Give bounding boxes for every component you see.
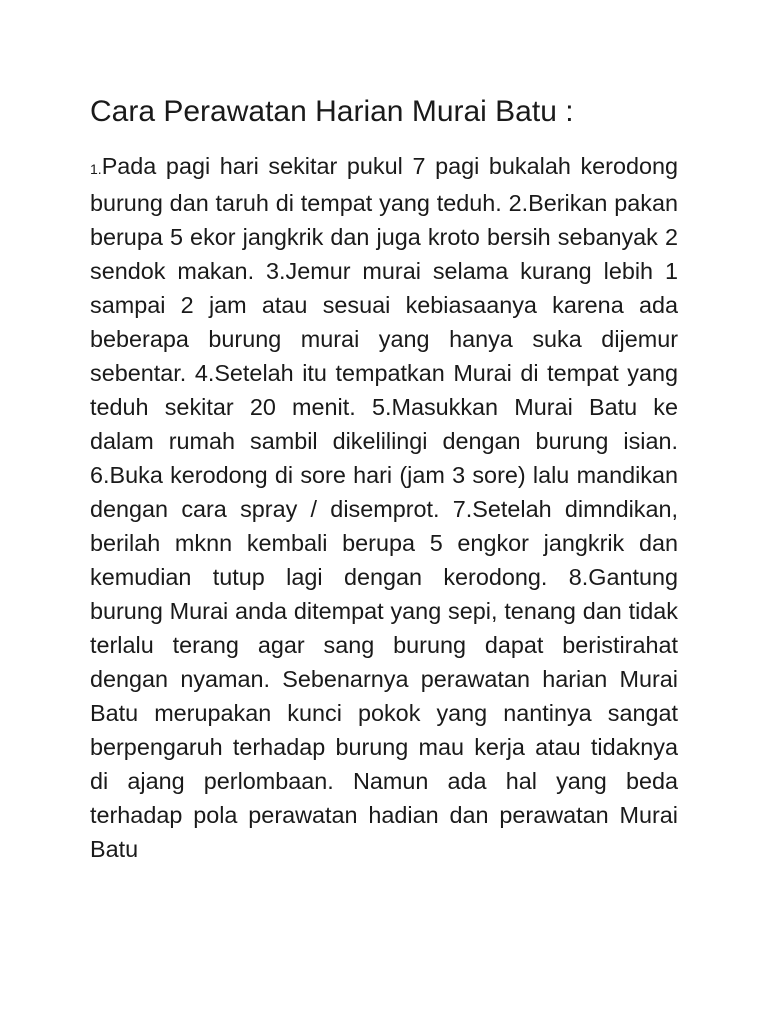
document-title: Cara Perawatan Harian Murai Batu : [90, 95, 574, 128]
list-number: 1. [90, 161, 102, 177]
body-text: Pada pagi hari sekitar pukul 7 pagi bukalah kerodong burung dan taruh di tempat yang teduh. 2.Berikan pakan berupa 5 ekor jangkrik dan juga kroto bersih sebanyak 2 sendok makan. 3.Jemur murai selama kurang lebih 1 sampai 2 jam atau sesuai kebiasaanya karena ada beberapa burung murai yang hanya suka dijemur sebentar. 4.Setelah itu tempatkan Murai di tempat yang teduh sekitar 20 menit. 5.Masukkan Murai Batu ke dalam rumah sambil dikelilingi dengan burung isian. 6.Buka kerodong di sore hari (jam 3 sore) lalu mandikan dengan cara spray / disemprot. 7.Setelah dimndikan, berilah mknn kembali berupa 5 engkor jangkrik dan kemudian tutup lagi dengan kerodong. 8.Gantung burung Murai anda ditempat yang sepi, tenang dan tidak terlalu terang agar sang burung dapat beristirahat dengan nyaman. Sebenarnya perawatan harian Murai Batu merupakan kunci pokok yang nantinya sangat berpengaruh terhadap burung mau kerja atau tidaknya di ajang perlombaan. Namun ada hal yang beda terhadap pola perawatan hadian dan perawatan Murai Batu [90, 153, 678, 862]
document-body [90, 149, 678, 866]
